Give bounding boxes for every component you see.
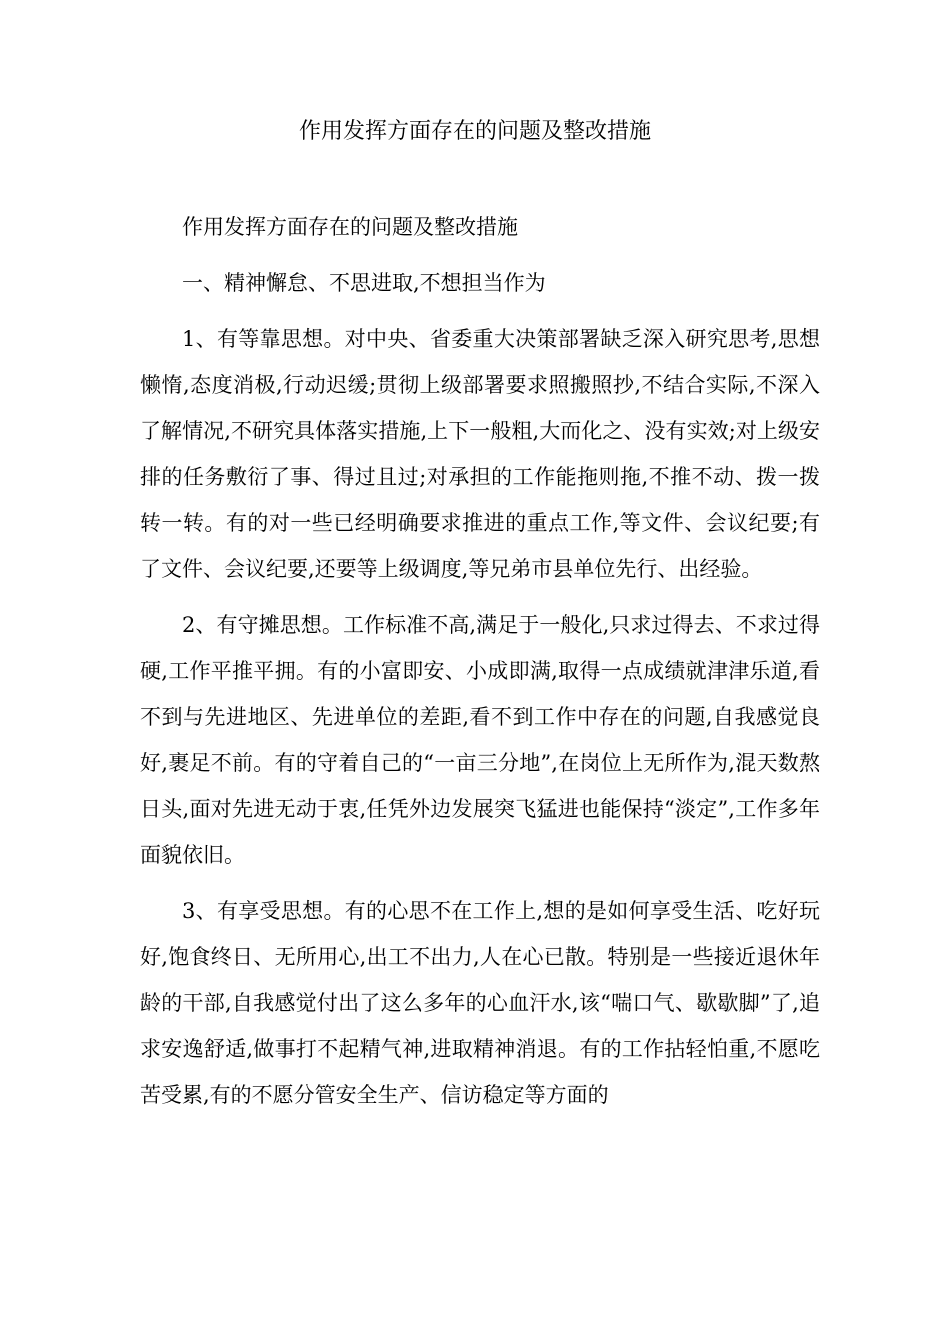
- paragraph-item-2: 2、有守摊思想。工作标准不高,满足于一般化,只求过得去、不求过得硬,工作平推平拥。有的小富即安、小成即满,取得一点成绩就津津乐道,看不到与先进地区、先进单位的差距,看不到工作中存在的问题,自我感觉良好,裹足不前。有的守着自己的“一亩三分地”,在岗位上无所作为,混天数熬日头,面对先进无动于衷,任凭外边发展突飞猛进也能保持“淡定”,工作多年面貌依旧。: [140, 613, 820, 867]
- paragraph-item-3: 3、有享受思想。有的心思不在工作上,想的是如何享受生活、吃好玩好,饱食终日、无所用心,出工不出力,人在心已散。特别是一些接近退休年龄的干部,自我感觉付出了这么多年的心血汗水,该“喘口气、歇歇脚”了,追求安逸舒适,做事打不起精气神,进取精神消退。有的工作拈轻怕重,不愿吃苦受累,有的不愿分管安全生产、信访稳定等方面的: [140, 899, 820, 1107]
- document-body: [140, 204, 820, 1128]
- paragraph-section-heading: 一、精神懈怠、不思进取,不想担当作为: [182, 271, 546, 295]
- paragraph-item-1: 1、有等靠思想。对中央、省委重大决策部署缺乏深入研究思考,思想懒惰,态度消极,行动迟缓;贯彻上级部署要求照搬照抄,不结合实际,不深入了解情况,不研究具体落实措施,上下一般粗,大而化之、没有实效;对上级安排的任务敷衍了事、得过且过;对承担的工作能拖则拖,不推不动、拨一拨转一转。有的对一些已经明确要求推进的重点工作,等文件、会议纪要;有了文件、会议纪要,还要等上级调度,等兄弟市县单位先行、出经验。: [140, 327, 820, 581]
- paragraph-subtitle: 作用发挥方面存在的问题及整改措施: [182, 215, 518, 239]
- document-title: 作用发挥方面存在的问题及整改措施: [298, 119, 651, 144]
